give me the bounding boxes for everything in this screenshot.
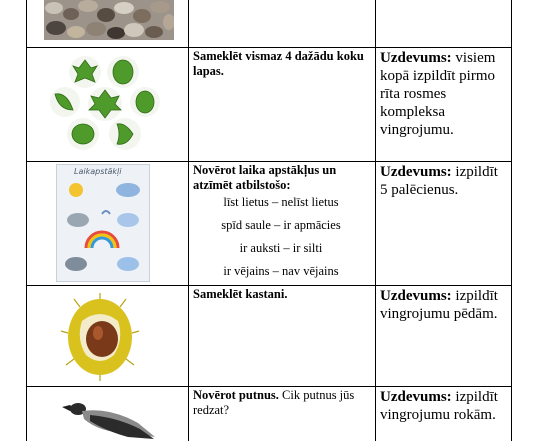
leaves-image bbox=[45, 54, 165, 154]
task-birds-bold: Novērot putnus. bbox=[193, 388, 279, 402]
observation-wind: ir vējains – nav vējains bbox=[223, 264, 339, 278]
weather-card-image bbox=[56, 164, 150, 282]
observation-rain: līst lietus – nelīst lietus bbox=[223, 195, 339, 209]
assignment-label: Uzdevums: bbox=[380, 50, 452, 66]
stones-image bbox=[44, 0, 174, 40]
weather-options bbox=[190, 191, 372, 283]
task-chestnut: Sameklēt kastani. bbox=[193, 287, 288, 301]
assignment-text: izpildīt vingrojumu rokām. bbox=[380, 389, 498, 423]
weather-card-title: Laikapstākļi bbox=[74, 167, 122, 176]
assignment-4 bbox=[380, 388, 508, 424]
assignment-text: izpildīt 5 palēcienus. bbox=[380, 164, 498, 198]
observation-sun: spīd saule – ir apmācies bbox=[221, 218, 341, 232]
chestnut-image bbox=[60, 293, 140, 381]
assignment-3 bbox=[380, 287, 508, 323]
task-birds bbox=[193, 388, 371, 418]
observation-temperature: ir auksti – ir silti bbox=[239, 241, 323, 255]
task-birds-rest: Cik putnus jūs redzat? bbox=[193, 388, 355, 417]
task-leaves: Sameklēt vismaz 4 dažādu koku lapas. bbox=[193, 49, 364, 78]
assignment-label: Uzdevums: bbox=[380, 164, 452, 180]
assignment-2 bbox=[380, 163, 508, 199]
assignment-text: visiem kopā izpildīt pirmo rīta rosmes kompleksa vingrojumu. bbox=[380, 50, 496, 138]
crow-image bbox=[60, 397, 155, 441]
assignment-1 bbox=[380, 49, 508, 139]
assignment-label: Uzdevums: bbox=[380, 389, 452, 405]
task-weather: Novērot laika apstākļus un atzīmēt atbilstošo: bbox=[193, 163, 337, 192]
assignment-label: Uzdevums: bbox=[380, 288, 452, 304]
assignment-text: izpildīt vingrojumu pēdām. bbox=[380, 288, 498, 322]
